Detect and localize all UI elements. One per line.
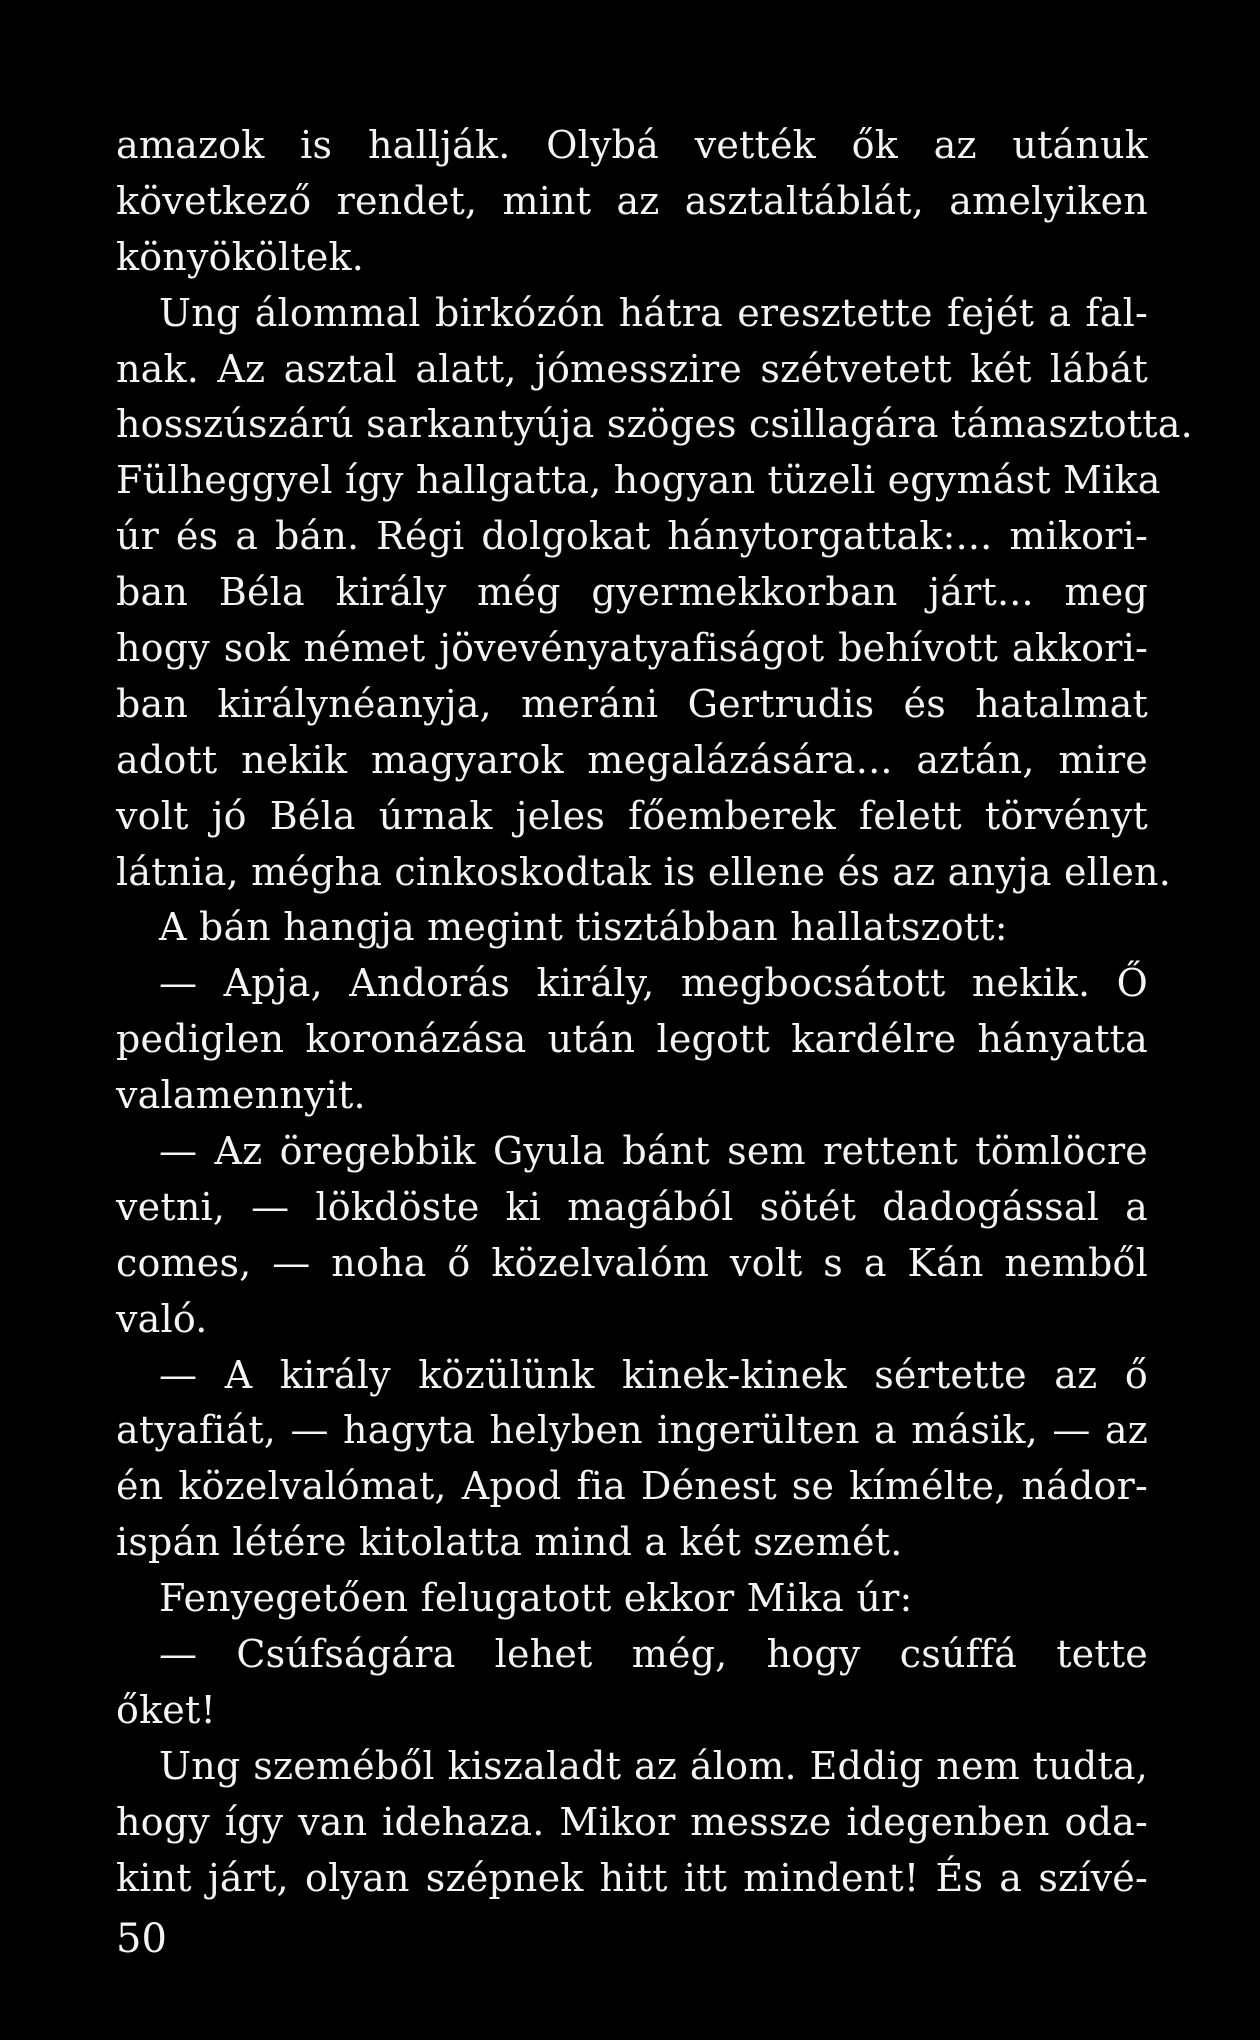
text-line: következő rendet, mint az asztaltáblát, amelyiken [116,178,1148,223]
text-line: amazok is hallják. Olybá vették ők az utánuk [116,123,1148,167]
text-line: hogy sok német jövevényatyafiságot behívott akkori- [116,626,1148,671]
text-line: — Az öregebbik Gyula bánt sem rettent tömlöcre [159,1129,1148,1174]
text-line: A bán hangja megint tisztábban hallatszott: [159,905,1008,950]
text-line: vetni, — lökdöste ki magából sötét dadogással a [116,1184,1148,1229]
text-line: — Apja, Andorás király, megbocsátott nekik. Ő [159,961,1148,1006]
text-line: Ung álommal birkózón hátra eresztette fejét a fal- [159,290,1148,335]
text-line: hosszúszárú sarkantyúja szöges csillagára támasztotta. [116,402,1193,447]
text-line: pediglen koronázása után legott kardélre hányatta [116,1017,1148,1062]
text-line: úr és a bán. Régi dolgokat hánytorgattak:... mikori- [116,514,1148,559]
text-line: adott nekik magyarok megalázására... aztán, mire [116,737,1148,782]
text-line: Fenyegetően felugatott ekkor Mika úr: [159,1576,913,1621]
text-line: Fülheggyel így hallgatta, hogyan tüzeli egymást Mika [116,458,1161,503]
text-line: atyafiát, — hagyta helyben ingerülten a másik, — az [116,1408,1148,1453]
text-line: látnia, mégha cinkoskodtak is ellene és az anyja ellen. [116,849,1171,894]
text-line: — A király közülünk kinek-kinek sértette az ő [159,1352,1148,1397]
text-line: ban királynéanyja, meráni Gertrudis és hatalmat [116,681,1148,726]
text-line: való. [116,1296,208,1341]
page-body [116,118,1193,1907]
text-line: valamennyit. [116,1073,366,1118]
text-line: comes, — noha ő közelvalóm volt s a Kán nemből [116,1240,1148,1285]
text-line: könyököltek. [116,234,365,279]
text-line: — Csúfságára lehet még, hogy csúffá tette [159,1632,1148,1677]
text-line: őket! [116,1687,216,1732]
text-line: én közelvalómat, Apod fia Dénest se kímélte, nádor- [116,1464,1148,1509]
text-line: kint járt, olyan szépnek hitt itt mindent! És a szívé- [116,1855,1148,1900]
text-line: nak. Az asztal alatt, jómesszire szétvetett két lábát [116,346,1148,391]
text-line: ispán létére kitolatta mind a két szemét. [116,1520,903,1565]
text-line: hogy így van idehaza. Mikor messze idegenben oda- [116,1799,1148,1844]
text-line: Ung szeméből kiszaladt az álom. Eddig nem tudta, [159,1743,1148,1788]
page-number: 50 [116,1916,167,1962]
text-line: volt jó Béla úrnak jeles főemberek felett törvényt [116,793,1148,838]
text-line: ban Béla király még gyermekkorban járt... meg [116,570,1148,615]
